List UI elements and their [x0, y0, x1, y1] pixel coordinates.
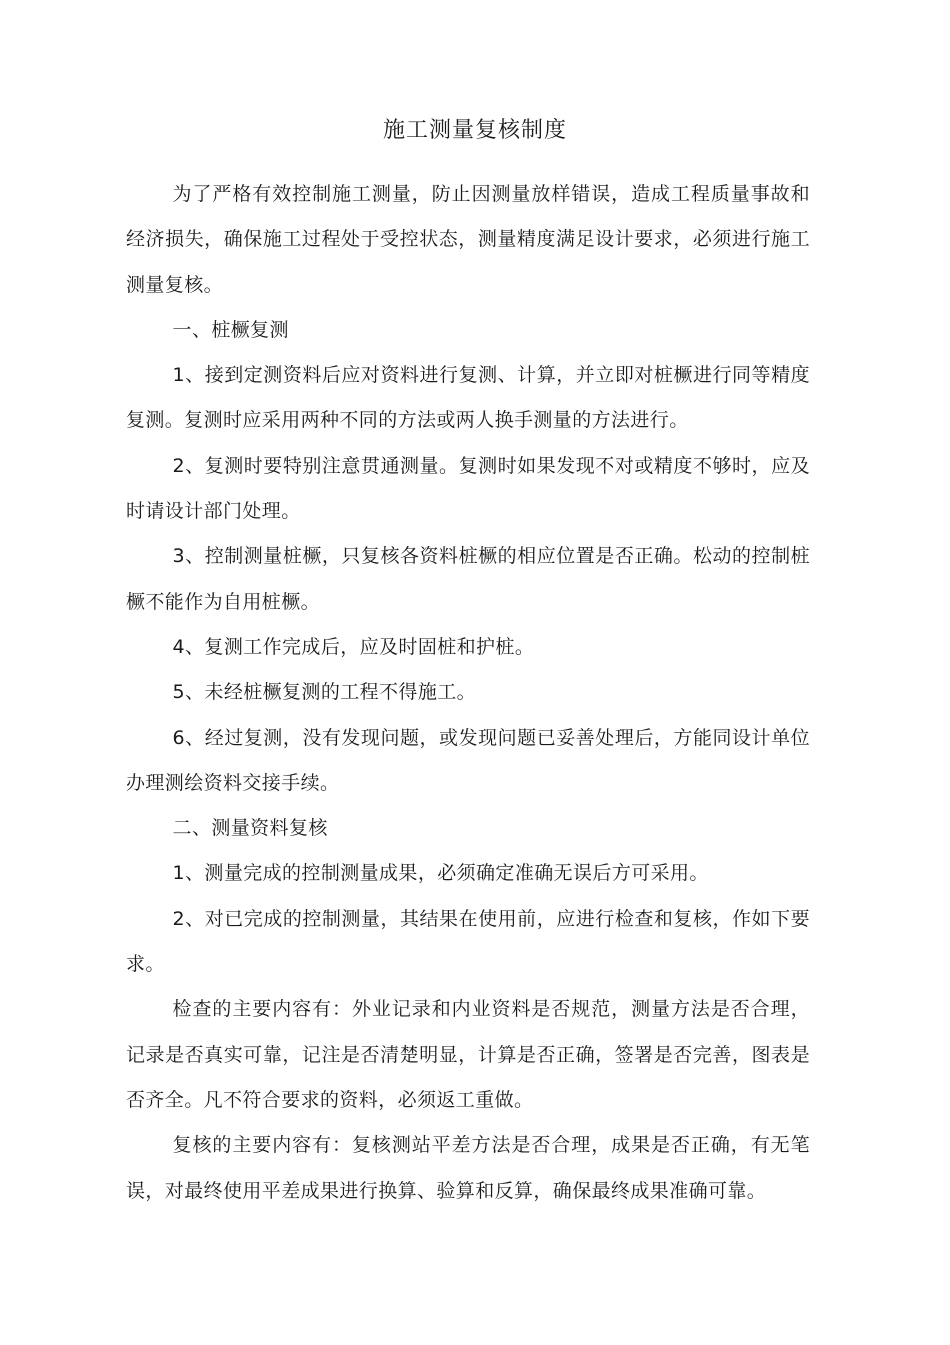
document-body — [126, 172, 810, 1214]
section-2-item: 1、测量完成的控制测量成果，必须确定准确无误后方可采用。 — [172, 862, 709, 885]
section-1-item: 1、接到定测资料后应对资料进行复测、计算，并立即对桩橛进行同等精度复测。复测时应采用两种不同的方法或两人换手测量的方法进行。 — [126, 364, 810, 432]
section-2-item: 检查的主要内容有：外业记录和内业资料是否规范，测量方法是否合理，记录是否真实可靠，记注是否清楚明显，计算是否正确，签署是否完善，图表是否齐全。凡不符合要求的资料，必须返工重做。 — [126, 998, 810, 1111]
section-2-item: 2、对已完成的控制测量，其结果在使用前，应进行检查和复核，作如下要求。 — [126, 907, 810, 976]
section-2-heading: 二、测量资料复核 — [172, 817, 328, 840]
section-1-heading: 一、桩橛复测 — [172, 318, 289, 341]
section-1-item: 4、复测工作完成后，应及时固桩和护桩。 — [172, 635, 535, 658]
intro-paragraph: 为了严格有效控制施工测量，防止因测量放样错误，造成工程质量事故和经济损失，确保施工过程处于受控状态，测量精度满足设计要求，必须进行施工测量复核。 — [126, 183, 810, 296]
section-1-item: 5、未经桩橛复测的工程不得施工。 — [172, 681, 477, 704]
section-1-item: 3、控制测量桩橛，只复核各资料桩橛的相应位置是否正确。松动的控制桩橛不能作为自用桩橛。 — [126, 545, 810, 613]
document-title: 施工测量复核制度 — [382, 118, 567, 143]
section-2-item: 复核的主要内容有：复核测站平差方法是否合理，成果是否正确，有无笔误，对最终使用平差成果进行换算、验算和反算，确保最终成果准确可靠。 — [126, 1134, 810, 1202]
section-1-item: 2、复测时要特别注意贯通测量。复测时如果发现不对或精度不够时，应及时请设计部门处理。 — [126, 454, 810, 523]
section-1-item: 6、经过复测，没有发现问题，或发现问题已妥善处理后，方能同设计单位办理测绘资料交接手续。 — [126, 726, 810, 794]
